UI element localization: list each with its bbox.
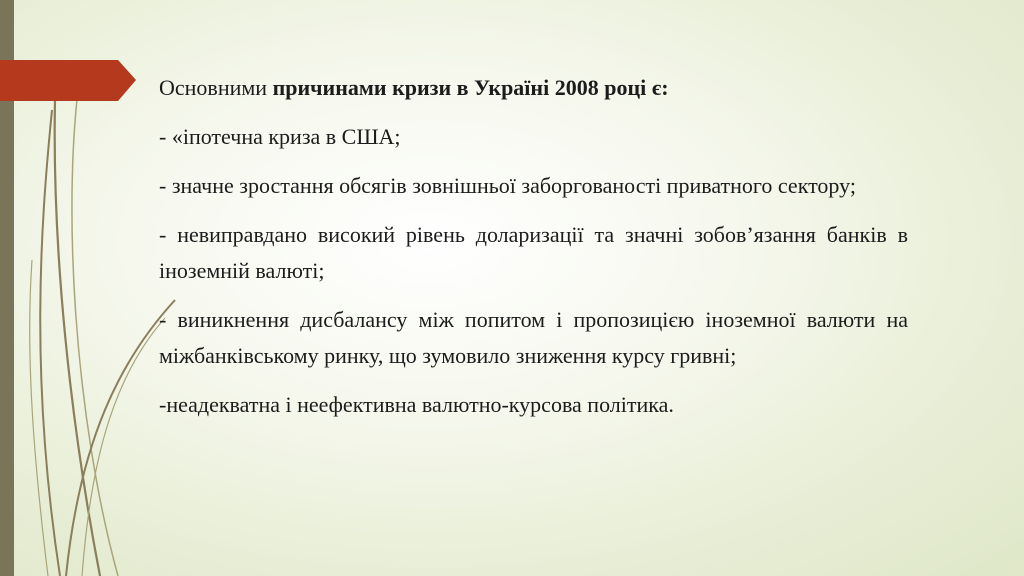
list-item-dollarization: - невиправдано високий рівень доларизації та значні зобов’язання банків в іноземній валюті; (159, 222, 908, 283)
left-decorative-bar (0, 0, 14, 576)
list-item-currency-policy: -неадекватна і неефективна валютно-курсова політика. (159, 392, 674, 417)
intro-line (159, 70, 908, 106)
list-item-mortgage-crisis: - «іпотечна криза в США; (159, 124, 401, 149)
intro-prefix: Основними (159, 75, 273, 100)
slide-body (159, 70, 908, 436)
intro-bold-text: причинами кризи в Україні 2008 році є: (272, 75, 669, 100)
list-item-currency-imbalance: - виникнення дисбалансу між попитом і пропозицією іноземної валюти на міжбанківському ринку, що зумовило зниження курсу гривні; (159, 307, 908, 368)
list-item-external-debt: - значне зростання обсягів зовнішньої заборгованості приватного сектору; (159, 173, 856, 198)
